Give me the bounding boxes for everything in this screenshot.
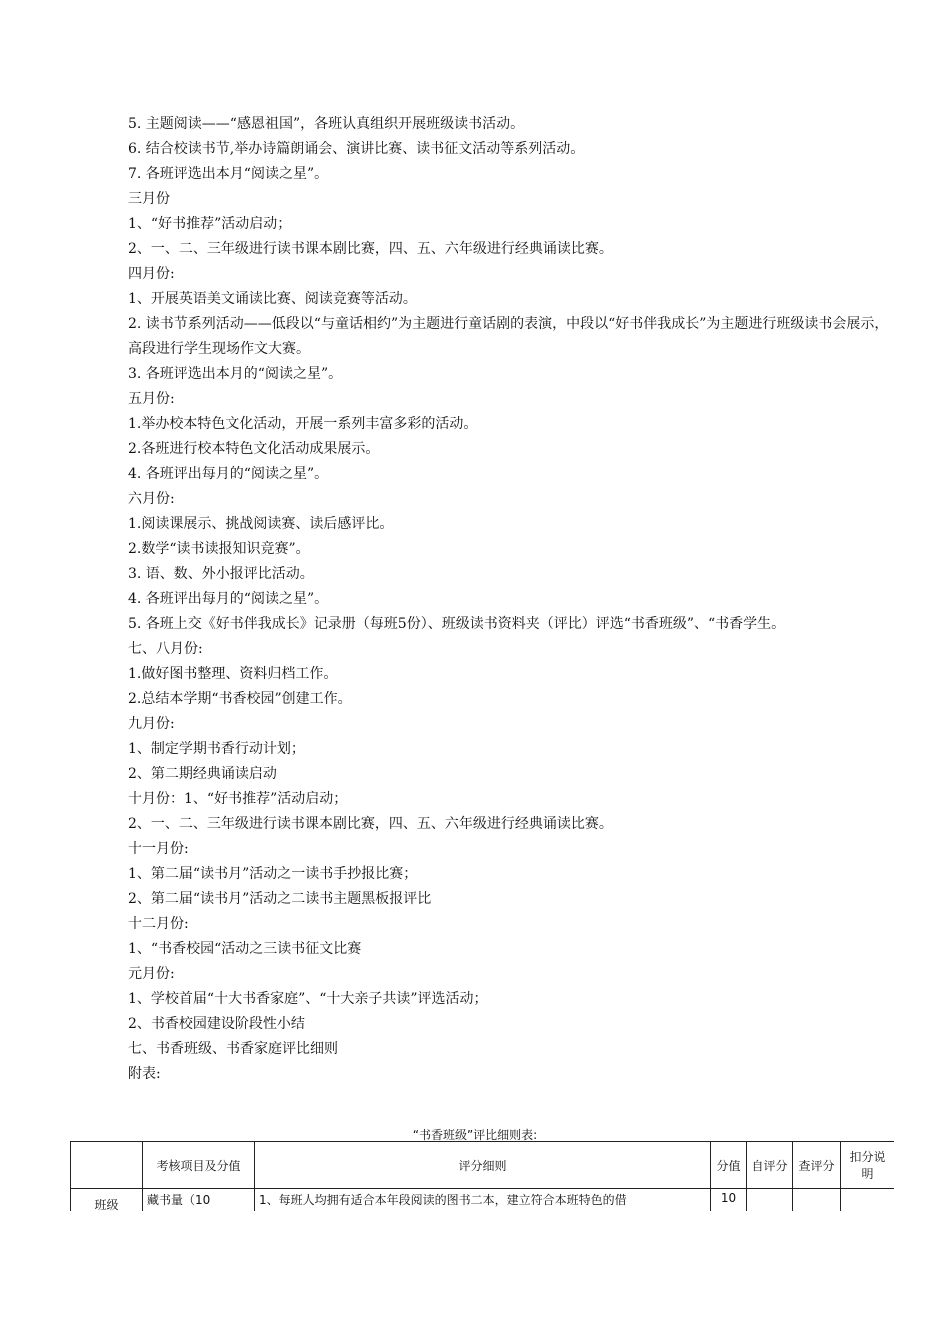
text-line: 1.举办校本特色文化活动，开展一系列丰富多彩的活动。 — [128, 416, 478, 432]
table-cell — [747, 1189, 793, 1212]
text-line: 7. 各班评选出本月“阅读之星”。 — [128, 166, 329, 182]
text-line: 5. 主题阅读——“感恩祖国”，各班认真组织开展班级读书活动。 — [128, 116, 525, 132]
header-cell: 分值 — [711, 1142, 747, 1189]
table-cell: 10 — [711, 1189, 747, 1212]
text-line: 1、“书香校园“活动之三读书征文比赛 — [128, 941, 362, 957]
text-line: 4. 各班评出每月的“阅读之星”。 — [128, 466, 329, 482]
month-heading: 元月份: — [128, 966, 175, 982]
table-cell: 藏书量（10 — [143, 1189, 255, 1212]
section-heading: 七、书香班级、书香家庭评比细则 — [128, 1041, 338, 1057]
text-line: 2、一、二、三年级进行读书课本剧比赛，四、五、六年级进行经典诵读比赛。 — [128, 816, 613, 832]
month-heading: 七、八月份: — [128, 641, 203, 657]
month-heading: 五月份: — [128, 391, 175, 407]
text-line: 1.做好图书整理、资料归档工作。 — [128, 666, 338, 682]
month-heading: 九月份: — [128, 716, 175, 732]
text-line: 1.阅读课展示、挑战阅读赛、读后感评比。 — [128, 516, 394, 532]
text-line: 2、第二期经典诵读启动 — [128, 766, 277, 782]
appendix-label: 附表: — [128, 1066, 161, 1082]
text-line: 2、一、二、三年级进行读书课本剧比赛，四、五、六年级进行经典诵读比赛。 — [128, 241, 613, 257]
text-line: 5. 各班上交《好书伴我成长》记录册（每班5份）、班级读书资料夹（评比）评选“书香班级”、“书香学生。 — [128, 616, 786, 632]
text-line: 1、学校首届“十大书香家庭”、“十大亲子共读”评选活动； — [128, 991, 488, 1007]
text-line: 2、第二届“读书月”活动之二读书主题黑板报评比 — [128, 891, 432, 907]
month-heading: 三月份 — [128, 191, 170, 207]
header-cell: 查评分 — [793, 1142, 841, 1189]
text-line: 1、制定学期书香行动计划； — [128, 741, 305, 757]
header-cell: 自评分 — [747, 1142, 793, 1189]
scoring-table — [70, 1141, 894, 1211]
text-line: 3. 各班评选出本月的“阅读之星”。 — [128, 366, 343, 382]
month-heading: 四月份: — [128, 266, 175, 282]
table-header-row — [71, 1142, 895, 1189]
table-row — [71, 1189, 895, 1212]
month-heading: 六月份: — [128, 491, 175, 507]
text-line: 4. 各班评出每月的“阅读之星”。 — [128, 591, 329, 607]
text-line: 1、开展英语美文诵读比赛、阅读竞赛等活动。 — [128, 291, 417, 307]
table-cell: 1、每班人均拥有适合本年段阅读的图书二本，建立符合本班特色的借 — [255, 1189, 711, 1212]
table-cell — [841, 1189, 895, 1212]
table-cell — [793, 1189, 841, 1212]
text-line: 1、“好书推荐”活动启动； — [128, 216, 292, 232]
table-cell: 班级 — [71, 1189, 143, 1212]
month-heading: 十一月份: — [128, 841, 189, 857]
header-cell: 扣分说明 — [841, 1142, 895, 1189]
text-line: 2.总结本学期“书香校园”创建工作。 — [128, 691, 352, 707]
text-line: 十月份：1、“好书推荐”活动启动； — [128, 791, 348, 807]
text-line: 3. 语、数、外小报评比活动。 — [128, 566, 314, 582]
text-line: 6. 结合校读书节,举办诗篇朗诵会、演讲比赛、读书征文活动等系列活动。 — [128, 141, 585, 157]
header-cell: 考核项目及分值 — [143, 1142, 255, 1189]
header-cell — [71, 1142, 143, 1189]
scoring-table-wrapper — [70, 1141, 894, 1211]
table-caption: “书香班级”评比细则表: — [412, 1128, 538, 1142]
text-line: 2.各班进行校本特色文化活动成果展示。 — [128, 441, 380, 457]
text-line: 1、第二届“读书月”活动之一读书手抄报比赛； — [128, 866, 418, 882]
header-cell: 评分细则 — [255, 1142, 711, 1189]
text-line: 2.数学“读书读报知识竞赛”。 — [128, 541, 310, 557]
document-body — [128, 112, 898, 1087]
text-line: 2、书香校园建设阶段性小结 — [128, 1016, 305, 1032]
month-heading: 十二月份: — [128, 916, 189, 932]
text-line: 2. 读书节系列活动——低段以“与童话相约”为主题进行童话剧的表演，中段以“好书伴我成长”为主题进行班级读书会展示，高段进行学生现场作文大赛。 — [128, 316, 889, 357]
